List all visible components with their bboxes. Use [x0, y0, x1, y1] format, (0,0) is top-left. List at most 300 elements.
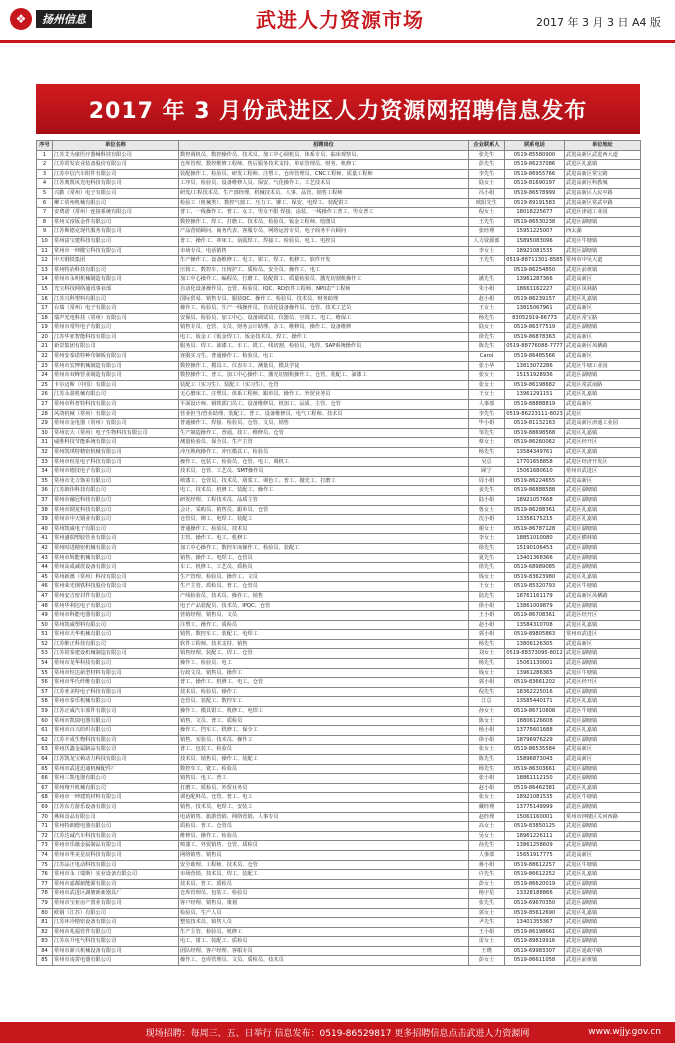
- cell-phone: 0519-86530238: [505, 217, 565, 227]
- cell-no: 1: [37, 150, 53, 160]
- cell-contact: 杨宇星: [469, 889, 505, 899]
- cell-no: 56: [37, 678, 53, 688]
- cell-positions: 装配工（实习生）、装配工（实习生）、仓管: [179, 380, 469, 390]
- cell-phone: 0519-88888819: [505, 400, 565, 410]
- cell-phone: 0519-88776088-7777: [505, 342, 565, 352]
- cell-contact: 朱小姐: [469, 284, 505, 294]
- cell-no: 35: [37, 476, 53, 486]
- cell-company: 中天钢铁集团: [53, 256, 179, 266]
- cell-address: 武进区礼嘉镇: [565, 620, 641, 630]
- cell-address: 武进区常宝路: [565, 313, 641, 323]
- table-row: [37, 256, 641, 266]
- cell-company: 常州市百兴纺织有限公司: [53, 726, 179, 736]
- cell-positions: 销售、操作工、电焊工、仓管员: [179, 553, 469, 563]
- cell-company: 常州市天华机械有限公司: [53, 630, 179, 640]
- cell-address: 武进区礼嘉镇: [565, 697, 641, 707]
- cell-phone: 0519-86620019: [505, 879, 565, 889]
- cell-positions: 普工、包装工、检验员: [179, 745, 469, 755]
- cell-no: 38: [37, 505, 53, 515]
- cell-no: 37: [37, 495, 53, 505]
- cell-positions: 加工中心操作工、数控车床操作工、检验员、装配工: [179, 543, 469, 553]
- cell-address: 武进区湖塘镇: [565, 802, 641, 812]
- cell-company: 常州市一坤建筑材料有限公司: [53, 793, 179, 803]
- cell-address: 武进区礼嘉镇: [565, 870, 641, 880]
- table-header-row: [37, 141, 641, 151]
- cell-no: 21: [37, 342, 53, 352]
- cell-phone: 13585440171: [505, 697, 565, 707]
- cell-company: 常州特朗德电器有限公司: [53, 822, 179, 832]
- cell-contact: 姜先生: [469, 486, 505, 496]
- cell-phone: 18796976229: [505, 735, 565, 745]
- cell-company: 威胜科技节能系统有限公司: [53, 438, 179, 448]
- page-title: 2017 年 3 月份武进区人力资源网招聘信息发布: [36, 84, 640, 134]
- cell-company: 江苏凯龙宝顿动力科技有限公司: [53, 755, 179, 765]
- cell-no: 69: [37, 802, 53, 812]
- table-row: [37, 361, 641, 371]
- cell-company: 常州市华美星辰科技有限公司: [53, 850, 179, 860]
- table-row: [37, 179, 641, 189]
- cell-company: 安费诺（常州）连接系统有限公司: [53, 208, 179, 218]
- cell-positions: 会计、采购员、销售员、跟单员、仓管: [179, 505, 469, 515]
- cell-phone: 13861258609: [505, 841, 565, 851]
- cell-positions: 操作工、检验员、电工: [179, 659, 469, 669]
- cell-address: 武进高新区: [565, 304, 641, 314]
- cell-company: 常州市华氏纤维有限公司: [53, 678, 179, 688]
- cell-contact: 杨先生: [469, 659, 505, 669]
- cell-contact: 王先生: [469, 256, 505, 266]
- cell-company: 卡尔迈斯（中国）有限公司: [53, 380, 179, 390]
- cell-phone: 0519-86787128: [505, 524, 565, 534]
- cell-contact: 尹先生: [469, 918, 505, 928]
- cell-company: 常州市科能电器有限公司: [53, 611, 179, 621]
- cell-no: 26: [37, 390, 53, 400]
- cell-company: 常州荣光钢铁科技股份有限公司: [53, 582, 179, 592]
- cell-phone: 0519-86710808: [505, 707, 565, 717]
- cell-contact: 杨先生: [469, 448, 505, 458]
- cell-address: 武进区牛塘镇: [565, 860, 641, 870]
- cell-phone: 0519-86578999: [505, 188, 565, 198]
- cell-contact: 蔡女士: [469, 438, 505, 448]
- cell-phone: 0519-86485566: [505, 352, 565, 362]
- table-row: [37, 639, 641, 649]
- table-row: [37, 687, 641, 697]
- cell-contact: 毕小姐: [469, 419, 505, 429]
- cell-address: 武进区湖塘镇: [565, 774, 641, 784]
- cell-contact: 陆女士: [469, 323, 505, 333]
- cell-company: 常州翔升机械有限公司: [53, 783, 179, 793]
- cell-phone: 0519-83623980: [505, 572, 565, 582]
- cell-address: 武进高新区凤栖路: [565, 342, 641, 352]
- cell-company: 常州市嘉都新能源有限公司: [53, 879, 179, 889]
- cell-address: 武进区湖塘镇: [565, 879, 641, 889]
- cell-contact: 谢女士: [469, 524, 505, 534]
- table-row: [37, 448, 641, 458]
- cell-no: 65: [37, 764, 53, 774]
- cell-address: 西太湖: [565, 227, 641, 237]
- cell-positions: 销售、数控车工、装配工、电焊工: [179, 630, 469, 640]
- cell-contact: 夏先生: [469, 553, 505, 563]
- cell-positions: 加工中心操作工、编程员、打磨工、装配钳工、质量检验员、激光切割机操作工: [179, 275, 469, 285]
- table-row: [37, 956, 641, 966]
- table-row: [37, 870, 641, 880]
- cell-company: 常州市凌霄电器有限公司: [53, 956, 179, 966]
- cell-no: 54: [37, 659, 53, 669]
- cell-positions: 生产主管、质检员、普工、仓管员: [179, 582, 469, 592]
- cell-phone: 13328188866: [505, 889, 565, 899]
- cell-address: 武进高新区: [565, 476, 641, 486]
- cell-phone: 0519-89191583: [505, 198, 565, 208]
- cell-contact: 彭女士: [469, 956, 505, 966]
- table-row: [37, 524, 641, 534]
- table-row: [37, 755, 641, 765]
- table-row: [37, 515, 641, 525]
- cell-no: 34: [37, 467, 53, 477]
- cell-phone: 0519-88711301-8585: [505, 256, 565, 266]
- cell-positions: 仓管员、装配工、数控车工: [179, 697, 469, 707]
- cell-contact: Carol: [469, 352, 505, 362]
- cell-phone: 13584349761: [505, 448, 565, 458]
- cell-positions: 技术员、销售员、操作工、装配工: [179, 755, 469, 765]
- cell-positions: 车工、机修工、工艺员、质检员: [179, 563, 469, 573]
- table-row: [37, 601, 641, 611]
- table-row: [37, 850, 641, 860]
- cell-phone: 0519-85320793: [505, 582, 565, 592]
- table-row: [37, 649, 641, 659]
- cell-contact: 邹先生: [469, 428, 505, 438]
- cell-company: 常州盛瑞塑胶管业有限公司: [53, 534, 179, 544]
- cell-company: 常州安泰诺特种印制板有限公司: [53, 352, 179, 362]
- cell-contact: 雷女士: [469, 937, 505, 947]
- cell-company: 常州沃鑫金属制品有限公司: [53, 745, 179, 755]
- cell-contact: 杨小姐: [469, 726, 505, 736]
- cell-positions: 工序员、检验员、设备维修人员、保安、气化操作工、工艺技术员: [179, 179, 469, 189]
- table-row: [37, 793, 641, 803]
- cell-company: 江苏丰成生物科技有限公司: [53, 735, 179, 745]
- cell-no: 2: [37, 160, 53, 170]
- table-row: [37, 390, 641, 400]
- cell-contact: 李先生: [469, 169, 505, 179]
- header-contact: 企业联系人: [469, 141, 505, 151]
- cell-contact: 戴经理: [469, 802, 505, 812]
- header-no: 序号: [37, 141, 53, 151]
- cell-address: 武进区湖塘镇: [565, 563, 641, 573]
- cell-no: 64: [37, 755, 53, 765]
- cell-company: 江苏常泰建设机械制造有限公司: [53, 649, 179, 659]
- cell-positions: 冲压熟练操作工、冲压模具工、检验员: [179, 448, 469, 458]
- cell-no: 66: [37, 774, 53, 784]
- table-row: [37, 486, 641, 496]
- table-row: [37, 611, 641, 621]
- table-row: [37, 879, 641, 889]
- cell-address: 武进高新区: [565, 755, 641, 765]
- cell-positions: 普通操作工、焊接、检验员、仓管、文员、销售: [179, 419, 469, 429]
- cell-phone: 13358175215: [505, 515, 565, 525]
- cell-company: 常州市永明机械制造有限公司: [53, 275, 179, 285]
- cell-phone: 0519-86254850: [505, 265, 565, 275]
- cell-no: 19: [37, 323, 53, 333]
- cell-company: 常州市恒达新型材料有限公司: [53, 668, 179, 678]
- cell-address: 武进高新区: [565, 639, 641, 649]
- cell-contact: 钱女士: [469, 572, 505, 582]
- cell-phone: 18362225016: [505, 687, 565, 697]
- table-row: [37, 428, 641, 438]
- cell-phone: 18851010080: [505, 534, 565, 544]
- table-row: [37, 553, 641, 563]
- cell-company: 江苏朗伟科技有限公司: [53, 486, 179, 496]
- cell-positions: 操作工、挡车工、机修工、保全工: [179, 726, 469, 736]
- cell-address: 武进区礼嘉镇: [565, 572, 641, 582]
- cell-phone: 13775601688: [505, 726, 565, 736]
- cell-positions: 生产制造操作工、普通、技工、维修员、仓管: [179, 428, 469, 438]
- cell-positions: 注塑工、操作工、质检员: [179, 620, 469, 630]
- table-row: [37, 582, 641, 592]
- cell-positions: 销售员、电工、普工: [179, 774, 469, 784]
- cell-phone: 0519-86955766: [505, 169, 565, 179]
- cell-positions: 客服实习生、普通操作工、检验员、电工: [179, 352, 469, 362]
- cell-no: 71: [37, 822, 53, 832]
- table-row: [37, 659, 641, 669]
- cell-address: 武进区礼嘉镇: [565, 448, 641, 458]
- cell-address: 武进区礼嘉镇: [565, 428, 641, 438]
- footer-info: 现场招聘：每周三、五、日举行 信息发布：0519-86529817 更多招聘信息点击武进人力资源网: [145, 1029, 530, 1039]
- cell-positions: 电工、钣金工（钣金焊工）、钣金技术员、焊工、操作工: [179, 332, 469, 342]
- cell-contact: 王小姐: [469, 611, 505, 621]
- cell-no: 31: [37, 438, 53, 448]
- cell-positions: 质检员、普工、仓管员: [179, 822, 469, 832]
- cell-no: 10: [37, 236, 53, 246]
- cell-address: 武进区常武南路: [565, 380, 641, 390]
- cell-phone: 83052919-86773: [505, 313, 565, 323]
- cell-no: 74: [37, 850, 53, 860]
- logo-emblem-icon: ❖: [10, 8, 32, 30]
- table-row: [37, 726, 641, 736]
- table-row: [37, 352, 641, 362]
- cell-no: 47: [37, 591, 53, 601]
- cell-positions: 平面设计师、钢铁部门员工、设备维修员、机加工、品质、主管、仓管: [179, 400, 469, 410]
- cell-phone: 0519-86612252: [505, 870, 565, 880]
- cell-phone: 0519-85612690: [505, 908, 565, 918]
- newspaper-logo: [10, 8, 92, 30]
- cell-address: 武进区经开区: [565, 611, 641, 621]
- table-row: [37, 812, 641, 822]
- cell-contact: 蒋小姐: [469, 860, 505, 870]
- cell-address: 武进区津通工业园: [565, 208, 641, 218]
- table-row: [37, 841, 641, 851]
- table-row: [37, 898, 641, 908]
- table-row: [37, 889, 641, 899]
- table-row: [37, 716, 641, 726]
- cell-company: 燕和食品有限公司: [53, 812, 179, 822]
- cell-address: 武进区湖塘镇: [565, 937, 641, 947]
- cell-no: 52: [37, 639, 53, 649]
- table-row: [37, 745, 641, 755]
- table-row: [37, 668, 641, 678]
- cell-contact: 许先生: [469, 870, 505, 880]
- cell-contact: 潘先生: [469, 275, 505, 285]
- cell-phone: 13401368366: [505, 553, 565, 563]
- table-row: [37, 236, 641, 246]
- cell-positions: 技术员、仓管、工艺员、SMT操作员: [179, 467, 469, 477]
- cell-company: 江苏亚美特电子科技有限公司: [53, 687, 179, 697]
- cell-phone: 0519-86198682: [505, 380, 565, 390]
- cell-address: 武进高新区人民中路: [565, 188, 641, 198]
- table-row: [37, 457, 641, 467]
- cell-contact: 陈女士: [469, 716, 505, 726]
- header-phone: 联系电话: [505, 141, 565, 151]
- cell-address: 武进区牛塘镇: [565, 236, 641, 246]
- cell-company: 江苏永盈机械有限公司: [53, 390, 179, 400]
- cell-company: 常州市金电器（常州）有限公司: [53, 419, 179, 429]
- cell-company: 欧钢（江苏）有限公司: [53, 908, 179, 918]
- cell-contact: 陆小姐: [469, 495, 505, 505]
- cell-company: 常州凯琪特精密机械有限公司: [53, 448, 179, 458]
- cell-no: 75: [37, 860, 53, 870]
- cell-contact: 张经理: [469, 227, 505, 237]
- table-row: [37, 822, 641, 832]
- cell-positions: 销售经理、装配工、焊工、仓管: [179, 649, 469, 659]
- cell-no: 48: [37, 601, 53, 611]
- cell-positions: 维修员、操作工、检验员: [179, 831, 469, 841]
- cell-address: 武进区湖塘镇: [565, 601, 641, 611]
- cell-contact: 陈先生: [469, 342, 505, 352]
- table-row: [37, 304, 641, 314]
- table-row: [37, 860, 641, 870]
- cell-phone: 0519-83661202: [505, 678, 565, 688]
- table-row: [37, 591, 641, 601]
- table-row: [37, 246, 641, 256]
- table-row: [37, 409, 641, 419]
- cell-address: 武进区牛塘镇: [565, 793, 641, 803]
- cell-company: 江苏环冷精密设备有限公司: [53, 918, 179, 928]
- cell-address: 武进高新区津通工业园: [565, 419, 641, 429]
- table-row: [37, 495, 641, 505]
- cell-phone: 15651917775: [505, 850, 565, 860]
- cell-phone: 15061680610: [505, 467, 565, 477]
- cell-no: 40: [37, 524, 53, 534]
- cell-address: 武进高新区: [565, 275, 641, 285]
- cell-company: 常州义淳钣金件有限公司: [53, 217, 179, 227]
- table-row: [37, 783, 641, 793]
- cell-positions: 安保员、检验员、加工中心、设备调试员、仪器员、空调工、电工、维保工: [179, 313, 469, 323]
- cell-positions: 装配操作工、检验员、研发工程师、注塑工、仓库管理员、CNC工程师、质量工程师: [179, 169, 469, 179]
- cell-positions: 市场专员、电话销售: [179, 246, 469, 256]
- cell-no: 82: [37, 927, 53, 937]
- cell-phone: 18921081535: [505, 793, 565, 803]
- cell-phone: 17701658858: [505, 457, 565, 467]
- cell-positions: 销售、实验员、技术员、操作工: [179, 735, 469, 745]
- cell-address: 武进区礼嘉镇: [565, 294, 641, 304]
- cell-company: 常州市德技电子有限公司: [53, 467, 179, 477]
- cell-address: 武进区前黄镇: [565, 265, 641, 275]
- cell-positions: 技术员、检验员、操作工: [179, 687, 469, 697]
- cell-phone: 13961291151: [505, 390, 565, 400]
- cell-no: 81: [37, 918, 53, 928]
- table-row: [37, 908, 641, 918]
- cell-positions: 网络销售、销售员: [179, 850, 469, 860]
- cell-company: 江苏维正科技有限公司: [53, 639, 179, 649]
- cell-company: 江苏东方游乐设备有限公司: [53, 802, 179, 812]
- cell-company: 光宝科技网络通讯事业部: [53, 284, 179, 294]
- cell-no: 70: [37, 812, 53, 822]
- cell-contact: 江总: [469, 697, 505, 707]
- cell-positions: 生产操作工、设备维修工、电工、钳工、焊工、机修工、软件开发: [179, 256, 469, 266]
- cell-no: 17: [37, 304, 53, 314]
- table-row: [37, 265, 641, 275]
- cell-phone: 0519-86237086: [505, 160, 565, 170]
- table-row: [37, 697, 641, 707]
- table-row: [37, 342, 641, 352]
- cell-no: 6: [37, 198, 53, 208]
- header-positions: 招聘岗位: [179, 141, 469, 151]
- cell-positions: 数控操作工、焊工、打磨工、技术员、检验员、钣金工程师、绘图员: [179, 217, 469, 227]
- cell-contact: 张女士: [469, 793, 505, 803]
- cell-company: 常州市乐薇金属制品有限公司: [53, 841, 179, 851]
- table-row: [37, 217, 641, 227]
- cell-contact: 李女士: [469, 246, 505, 256]
- cell-contact: 高女士: [469, 822, 505, 832]
- cell-contact: 吴女士: [469, 831, 505, 841]
- cell-positions: 国际贸易、销售专员、服装QC、操作工、检验员、技术员、财务助理: [179, 294, 469, 304]
- cell-address: 武进区湖塘镇: [565, 841, 641, 851]
- cell-company: 常州市武进迅通机械配件厂: [53, 764, 179, 774]
- cell-phone: 0519-81132163: [505, 419, 565, 429]
- cell-no: 15: [37, 284, 53, 294]
- cell-address: 武进区延政中路: [565, 946, 641, 956]
- cell-no: 76: [37, 870, 53, 880]
- table-row: [37, 802, 641, 812]
- cell-phone: 0519-88373095-8012: [505, 649, 565, 659]
- cell-positions: 市场营销、技术员、焊工、装配工: [179, 870, 469, 880]
- cell-company: 常州安吉密封件有限公司: [53, 591, 179, 601]
- cell-positions: 打磨工、质检员、外贸业务员: [179, 783, 469, 793]
- cell-contact: 杨先生: [469, 639, 505, 649]
- cell-company: 江苏艾为康医疗器械科技有限公司: [53, 150, 179, 160]
- cell-company: 常州凯威塑料有限公司: [53, 620, 179, 630]
- cell-contact: 杨先生: [469, 313, 505, 323]
- cell-no: 49: [37, 611, 53, 621]
- cell-positions: 数控操作工、普工、加工中心操作工、激光切割机操作工、仓管、装配工、油漆工: [179, 371, 469, 381]
- cell-positions: 生产管理、检验员、操作工、文员: [179, 572, 469, 582]
- cell-contact: 陆先生: [469, 591, 505, 601]
- cell-no: 20: [37, 332, 53, 342]
- table-row: [37, 707, 641, 717]
- table-row: [37, 476, 641, 486]
- cell-no: 23: [37, 361, 53, 371]
- cell-address: 武进区经开区: [565, 438, 641, 448]
- cell-no: 24: [37, 371, 53, 381]
- cell-no: 39: [37, 515, 53, 525]
- cell-address: 武进区牛塘镇: [565, 582, 641, 592]
- table-row: [37, 169, 641, 179]
- cell-address: 武进区经济开发区: [565, 457, 641, 467]
- cell-positions: 产品营销顾问、商务代表、客服专员、网络运营专员、电子商务平台顾问: [179, 227, 469, 237]
- cell-company: 柳工常州机械有限公司: [53, 198, 179, 208]
- cell-no: 45: [37, 572, 53, 582]
- table-row: [37, 630, 641, 640]
- cell-address: 武进区前黄镇: [565, 956, 641, 966]
- table-row: [37, 380, 641, 390]
- table-row: [37, 505, 641, 515]
- masthead-title: 武进人力资源市场: [256, 8, 424, 32]
- cell-positions: 研发/工程技术员、生产部经理、机械技术员、人事、品管、销售工程师: [179, 188, 469, 198]
- table-row: [37, 400, 641, 410]
- cell-contact: 张先生: [469, 898, 505, 908]
- cell-contact: 徐先生: [469, 332, 505, 342]
- cell-company: 常州市中天钢业有限公司: [53, 515, 179, 525]
- cell-positions: 操作工、检验员、生产一线操作员、自动化设备操作员、仓管、技术工艺员: [179, 304, 469, 314]
- cell-positions: 操作工、包装工、检验员、仓管、电工、调机工: [179, 457, 469, 467]
- cell-contact: 张女士: [469, 371, 505, 381]
